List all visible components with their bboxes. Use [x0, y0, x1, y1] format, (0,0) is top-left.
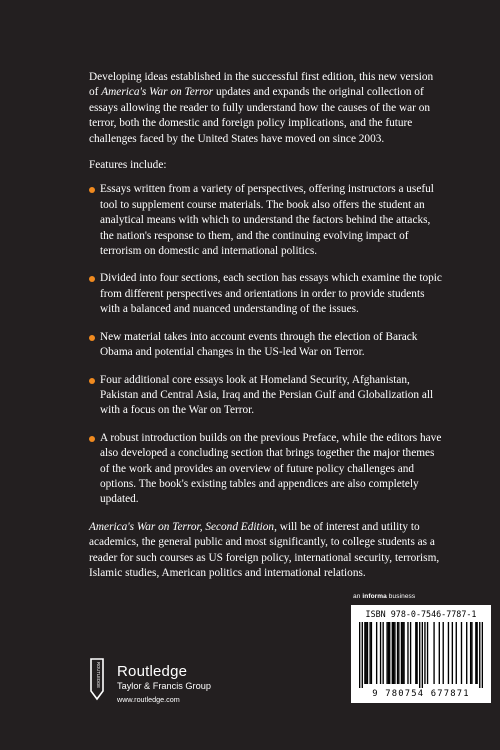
blurb [89, 70, 445, 581]
barcode-bar [476, 622, 477, 684]
barcode-bar [371, 622, 372, 684]
barcode-bar [439, 622, 440, 684]
barcode-bar [410, 622, 411, 684]
barcode-bar [419, 622, 420, 688]
barcode-bar [369, 622, 370, 684]
barcode-bar [402, 622, 403, 684]
barcode-bar [359, 622, 360, 688]
list-item: Essays written from a variety of perspectives, offering instructors a useful tool to supplement course materials. The book also offers the student an analytical means with which to understand the factors behind the attacks, the nation's response to them, and the continuing evolving impact of terrorism on domestic and international politics. [89, 182, 445, 259]
barcode-bar [415, 622, 416, 684]
barcode-bar [422, 622, 423, 688]
barcode-icon [359, 622, 483, 688]
list-item: New material takes into account events through the election of Barack Obama and potential changes in the US-led War on Terror. [89, 330, 445, 361]
bullet-icon [89, 335, 95, 341]
barcode-bar [427, 622, 428, 684]
barcode-bar [401, 622, 402, 684]
barcode-bar [471, 622, 472, 684]
list-item: Divided into four sections, each section has essays which examine the topic from different perspectives and orientations in order to provide students with a balanced and nuanced understanding of the issues. [89, 271, 445, 317]
isbn-text: ISBN 978-0-7546-7787-1 [365, 609, 477, 619]
barcode-bar [392, 622, 393, 684]
barcode-bar [482, 622, 483, 688]
bullet-icon [89, 436, 95, 442]
barcode-bar [394, 622, 395, 684]
barcode-bar [456, 622, 457, 684]
features-list [89, 182, 445, 507]
bullet-icon [89, 378, 95, 384]
barcode-bar [479, 622, 480, 688]
svg-text:ROUTLEDGE: ROUTLEDGE [96, 661, 101, 689]
barcode-bar [403, 622, 404, 684]
intro-book-title: America's War on Terror [101, 86, 214, 99]
barcode-bar [407, 622, 408, 684]
barcode-bar [382, 622, 383, 684]
features-heading: Features include: [89, 159, 167, 172]
barcode-bar [388, 622, 389, 684]
barcode-bar [380, 622, 381, 684]
publisher-url: www.routledge.com [117, 695, 180, 704]
isbn-barcode [351, 605, 491, 703]
barcode-bar [398, 622, 399, 684]
barcode-bar [461, 622, 462, 684]
barcode-digits: 9 780754 677871 [372, 689, 470, 699]
barcode-bar [366, 622, 367, 684]
closing-paragraph: America's War on Terror, Second Edition, will be of interest and utility to academics, the general public and most significantly, to college students as a reader for such courses as US foreign policy, international security, terrorism, Islamic studies, American politics and international relations. [89, 520, 440, 579]
barcode-bar [433, 622, 434, 684]
outro-book-title: America's War on Terror, Second Edition [89, 520, 275, 533]
barcode-bar [364, 622, 365, 684]
barcode-bar [389, 622, 390, 684]
barcode-bar [386, 622, 387, 684]
publisher-name: Routledge [117, 663, 188, 680]
barcode-bar [452, 622, 453, 684]
intro-paragraph: Developing ideas established in the successful first edition, this new version of America's War on Terror updates and expands the original collection of essays allowing the reader to fully understand how the causes of the war on terror, both the domestic and foreign policy implications, and the future challenges faced by the United States have moved on since 2003. [89, 71, 434, 145]
barcode-bar [424, 622, 425, 684]
barcode-bar [376, 622, 377, 684]
barcode-bar [470, 622, 471, 684]
bullet-icon [89, 276, 95, 282]
barcode-bar [367, 622, 368, 684]
barcode-bar [443, 622, 444, 684]
list-item: A robust introduction builds on the previous Preface, while the editors have also developed a concluding section that brings together the major themes of the work and provides an overview of future policy challenges and options. The book's existing tables and appendices are also completely updated. [89, 431, 445, 508]
informa-business-tag: an informa business [353, 593, 416, 600]
routledge-logo-icon [89, 657, 105, 701]
barcode-bar [397, 622, 398, 684]
barcode-bar [362, 622, 363, 688]
bullet-icon [89, 187, 95, 193]
barcode-bar [475, 622, 476, 684]
barcode-bar [448, 622, 449, 684]
barcode-bar [466, 622, 467, 684]
publisher-group: Taylor & Francis Group [117, 681, 211, 691]
list-item: Four additional core essays look at Homeland Security, Afghanistan, Pakistan and Central Asia, Iraq and the Persian Gulf and Globalization all with a focus on the War on Terror. [89, 373, 445, 419]
barcode-bar [393, 622, 394, 684]
barcode-bar [416, 622, 417, 684]
